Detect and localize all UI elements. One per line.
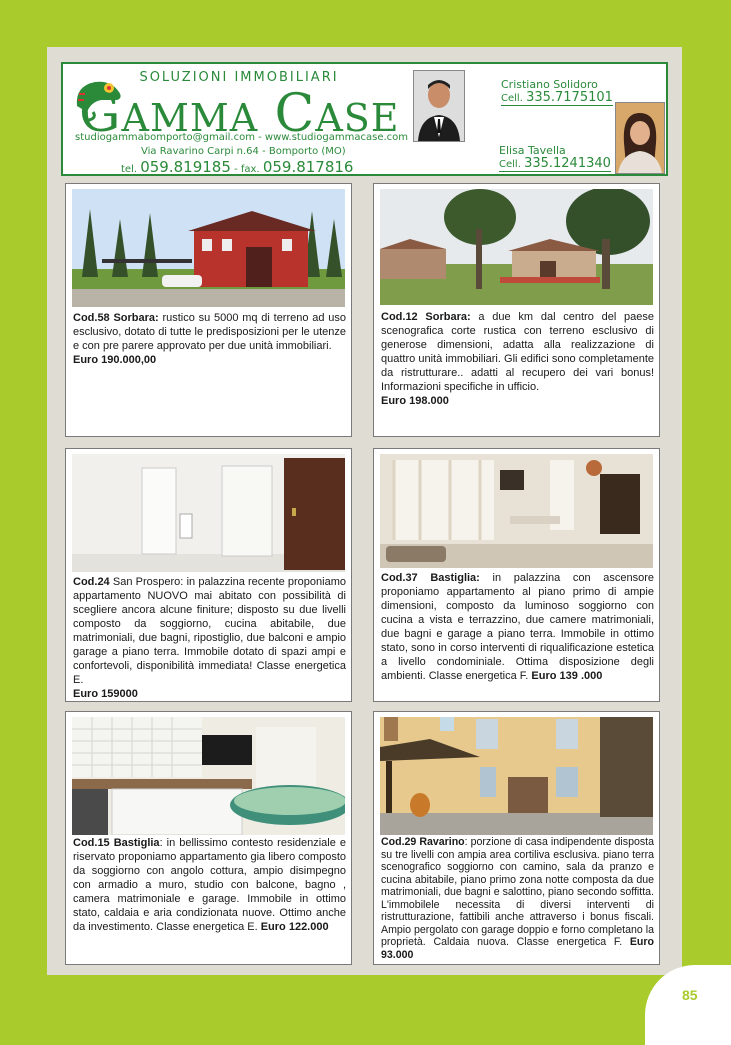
agency-address: Via Ravarino Carpi n.64 - Bomporto (MO) [141,146,346,157]
page-number-tab [645,965,731,1045]
agent-photo-elisa [615,102,665,174]
listing-photo [72,189,345,307]
listing-photo [380,189,653,305]
listing-text: Cod.12 Sorbara: a due km dal centro del paese scenografica corte rustica con terreno esclusivo di generose dimensioni, adatta alla realizzazione di quattro unità immobiliari. Gli edifici sono completamente da ristrutturare.. adatti al recupero dei vari bonus! Informazioni specifiche in ufficio. Euro 198.000 [381,311,654,407]
listing-text: Cod.58 Sorbara: rustico su 5000 mq di terreno ad uso esclusivo, dotato di tutte le predisposizioni per le utenze e con pre parere approvato per due unità immobiliari. Euro 190.000,00 [73,312,346,366]
agency-phone: tel. 059.819185 - fax. 059.817816 [121,158,354,176]
agency-tagline: SOLUZIONI IMMOBILIARI [139,70,339,85]
agency-brand: GAMMA CASE [79,84,400,144]
listing-card[interactable] [373,183,660,437]
listing-photo [72,454,345,572]
listing-photo [380,454,653,568]
listing-card[interactable] [373,711,660,965]
listing-card[interactable] [65,448,352,702]
agent-name: Elisa Tavella [499,144,566,157]
listing-card[interactable] [65,711,352,965]
agency-email-web: studiogammabomporto@gmail.com - www.studiogammacase.com [75,132,409,143]
listing-text: Cod.29 Ravarino: porzione di casa indipendente disposta su tre livelli con ampia area cortiliva esclusiva. piano terra scenografico soggiorno con camino, sala da pranzo e cucina abitabile, piano primo zona notte composta da due matrimoniali, due bagni e salottino, piano secondo soffitta. L'immobilele necessita di diversi interventi di ristrutturazione, fattibili anche attraverso i bonus fiscali. Ampio pergolato con garage doppio e forno completano la proprietà. Caldaia nuova. Classe energetica F. Euro 93.000 [381,836,654,961]
listing-photo [380,717,653,835]
agent-photo-cristiano [413,70,465,142]
page-number: 85 [682,987,698,1003]
agent-cell: Cell. 335.1241340 [499,156,611,171]
agency-header [61,62,668,176]
listing-card[interactable] [373,448,660,702]
listing-photo [72,717,345,835]
agent-cell: Cell. 335.7175101 [501,90,613,105]
listing-text: Cod.24 San Prospero: in palazzina recente proponiamo appartamento NUOVO mai abitato con possibilità di scegliere ancora alcune finiture; disposto su due livelli composto da soggiorno, cucina abitabile, due matrimoniali, due bagni, ripostiglio, due balconi e ampio garage a piano terra. Immobile dotato di spazi ampi e confortevoli, disponibilità immediata! Classe energetica E. Euro 159000 [73,576,346,700]
listing-text: Cod.37 Bastiglia: in palazzina con ascensore proponiamo appartamento al piano primo di ampie dimensioni, composto da luminoso soggiorno con cucina a vista e terrazzino, due camere matrimoniali, due bagni e garage a piano terra. Immobile in ottimo stato, sono in corso interventi di riqualificazione estetica a livello condominiale. Ottima disposizione degli ambienti. Classe energetica F. Euro 139 .000 [381,572,654,682]
agent-name: Cristiano Solidoro [501,78,598,91]
listing-card[interactable] [65,183,352,437]
listing-text: Cod.15 Bastiglia: in bellissimo contesto residenziale e riservato proponiamo appartamento gia libero composto da soggiorno con angolo cottura, ampio disimpegno con armadio a muro, studio con balcone, bagno , camera matrimoniale e garage. Immobile in ottimo stato, caldaia e aria condizionata nuove. Ottimo anche da investimento. Classe energetica E. Euro 122.000 [73,837,347,933]
